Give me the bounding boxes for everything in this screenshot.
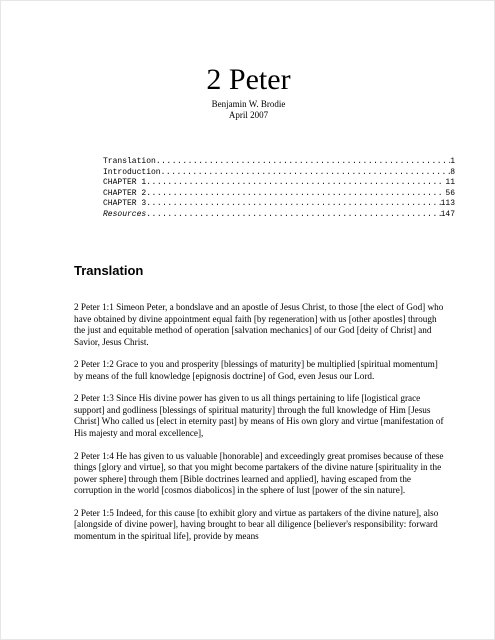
toc-entry-page: 113 — [440, 199, 455, 208]
toc-entry-chapter-3[interactable] — [103, 199, 455, 210]
document-date: April 2007 — [228, 110, 269, 120]
section-heading: Translation — [74, 263, 144, 278]
toc-leader-dots — [156, 157, 450, 168]
toc-leader-dots — [146, 189, 445, 200]
verse-paragraph: 2 Peter 1:2 Grace to you and prosperity [blessings of maturity] be multiplied [spiritual momentum] by means of the full knowledge [epignosis doctrine] of God, even Jesus our Lord. — [74, 359, 438, 381]
section-body — [74, 302, 446, 553]
verse-paragraph: 2 Peter 1:4 He has given to us valuable [honorable] and exceedingly great promises because of these things [glory and virtue], so that you might become partakers of the divine nature [spirituality in the power sphere] through them [Bible doctrines learned and applied], having escaped from the corruption in the world [cosmos diabolicos] in the sphere of lust [power of the sin nature]. — [74, 450, 444, 496]
toc-entry-page: 56 — [445, 188, 455, 198]
document-author: Benjamin W. Brodie — [211, 99, 286, 109]
toc-entry-label: CHAPTER 1 — [103, 178, 147, 187]
toc-leader-dots — [146, 178, 445, 189]
toc-entry-label: Resources — [103, 209, 147, 219]
toc-entry-label: CHAPTER 3 — [103, 199, 147, 208]
toc-entry-chapter-1[interactable] — [103, 178, 455, 189]
toc-entry-resources[interactable] — [103, 210, 455, 221]
toc-entry-label: Translation — [103, 157, 156, 166]
toc-entry-page: 147 — [440, 209, 455, 219]
toc-entry-introduction[interactable] — [103, 168, 455, 179]
document-title: 2 Peter — [206, 63, 291, 96]
toc-leader-dots — [146, 199, 440, 210]
toc-entry-page: 11 — [445, 178, 455, 187]
toc-entry-label: Introduction — [103, 167, 161, 177]
verse-paragraph: 2 Peter 1:1 Simeon Peter, a bondslave and an apostle of Jesus Christ, to those [the elect of God] who have obtained by divine appointment equal faith [by regeneration] with us [other apostles] through the just and equitable method of operation [salvation mechanics] of our God [deity of Christ] and Savior, Jesus Christ. — [74, 302, 444, 347]
verse-paragraph: 2 Peter 1:5 Indeed, for this cause [to exhibit glory and virtue as partakers of the divine nature], also [alongside of divine power], having brought to bear all diligence [believer's responsibility: forward momentum in the spiritual life], provide by means — [74, 507, 439, 541]
toc-entry-page: 8 — [450, 167, 455, 177]
toc-entry-translation[interactable] — [103, 157, 455, 168]
toc-entry-chapter-2[interactable] — [103, 189, 455, 200]
toc-entry-label: CHAPTER 2 — [103, 188, 147, 198]
toc-leader-dots — [146, 210, 440, 221]
toc-entry-page: 1 — [450, 157, 455, 166]
toc-leader-dots — [161, 168, 451, 179]
verse-paragraph: 2 Peter 1:3 Since His divine power has given to us all things pertaining to life [logistical grace support] and godliness [blessings of spiritual maturity] through the full knowledge of Him [Jesus Christ] Who called us [elect in eternity past] by means of His own glory and virtue [manifestation of His majesty and moral excellence], — [74, 393, 444, 438]
table-of-contents — [103, 157, 455, 220]
